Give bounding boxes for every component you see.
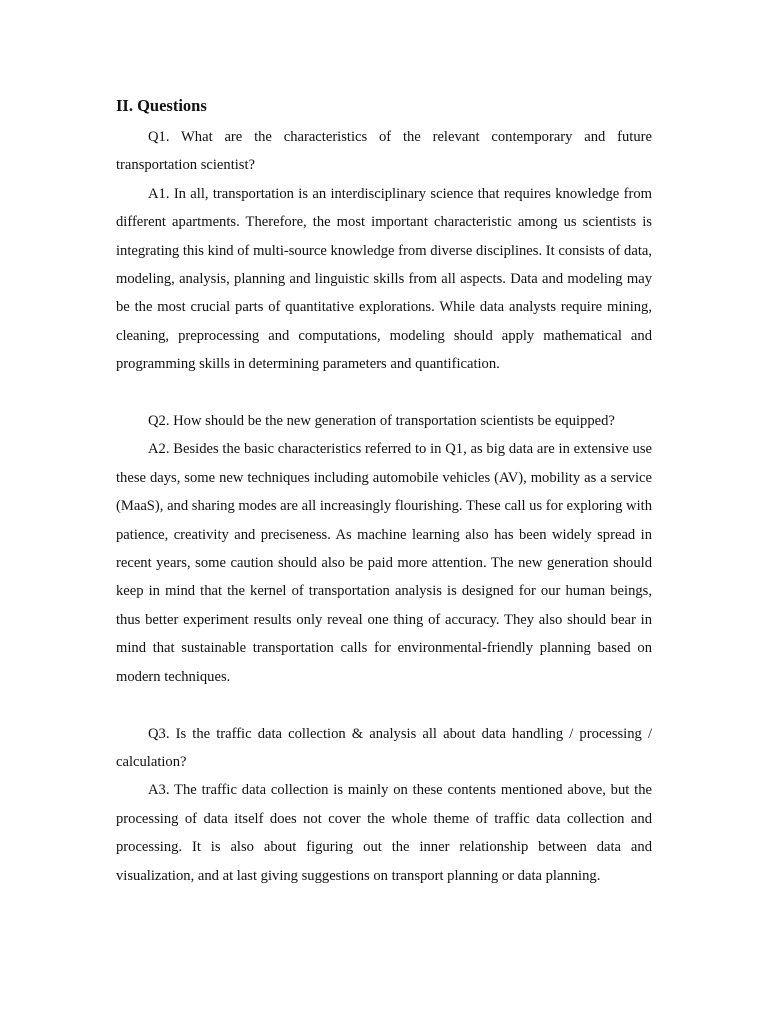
paragraph-gap bbox=[116, 379, 652, 407]
answer-3: A3. The traffic data collection is mainly on these contents mentioned above, but the processing of data itself does not cover the whole theme of traffic data collection and processing. It is also about figuring out the inner relationship between data and visualization, and at last giving suggestions on transport planning or data planning. bbox=[116, 782, 652, 884]
answer-2: A2. Besides the basic characteristics referred to in Q1, as big data are in extensive use these days, some new techniques including automobile vehicles (AV), mobility as a service (MaaS), and sharing modes are all increasingly flourishing. These call us for exploring with patience, creativity and preciseness. As machine learning also has been widely spread in recent years, some caution should also be paid more attention. The new generation should keep in mind that the kernel of transportation analysis is designed for our human beings, thus better experiment results only reveal one thing of accuracy. They also should bear in mind that sustainable transportation calls for environmental-friendly planning based on modern techniques. bbox=[116, 441, 652, 685]
section-heading: II. Questions bbox=[116, 96, 207, 115]
question-2: Q2. How should be the new generation of transportation scientists be equipped? bbox=[148, 413, 615, 430]
question-1: Q1. What are the characteristics of the relevant contemporary and future transportation scientist? bbox=[116, 129, 652, 174]
paragraph-gap bbox=[116, 691, 652, 719]
question-3: Q3. Is the traffic data collection & analysis all about data handling / processing / calculation? bbox=[116, 725, 652, 770]
document-page bbox=[116, 92, 652, 890]
answer-1: A1. In all, transportation is an interdisciplinary science that requires knowledge from different apartments. Therefore, the most important characteristic among us scientists is integrating this kind of multi-source knowledge from diverse disciplines. It consists of data, modeling, analysis, planning and linguistic skills from all aspects. Data and modeling may be the most crucial parts of quantitative explorations. While data analysts require mining, cleaning, preprocessing and computations, modeling should apply mathematical and programming skills in determining parameters and quantification. bbox=[116, 185, 652, 373]
